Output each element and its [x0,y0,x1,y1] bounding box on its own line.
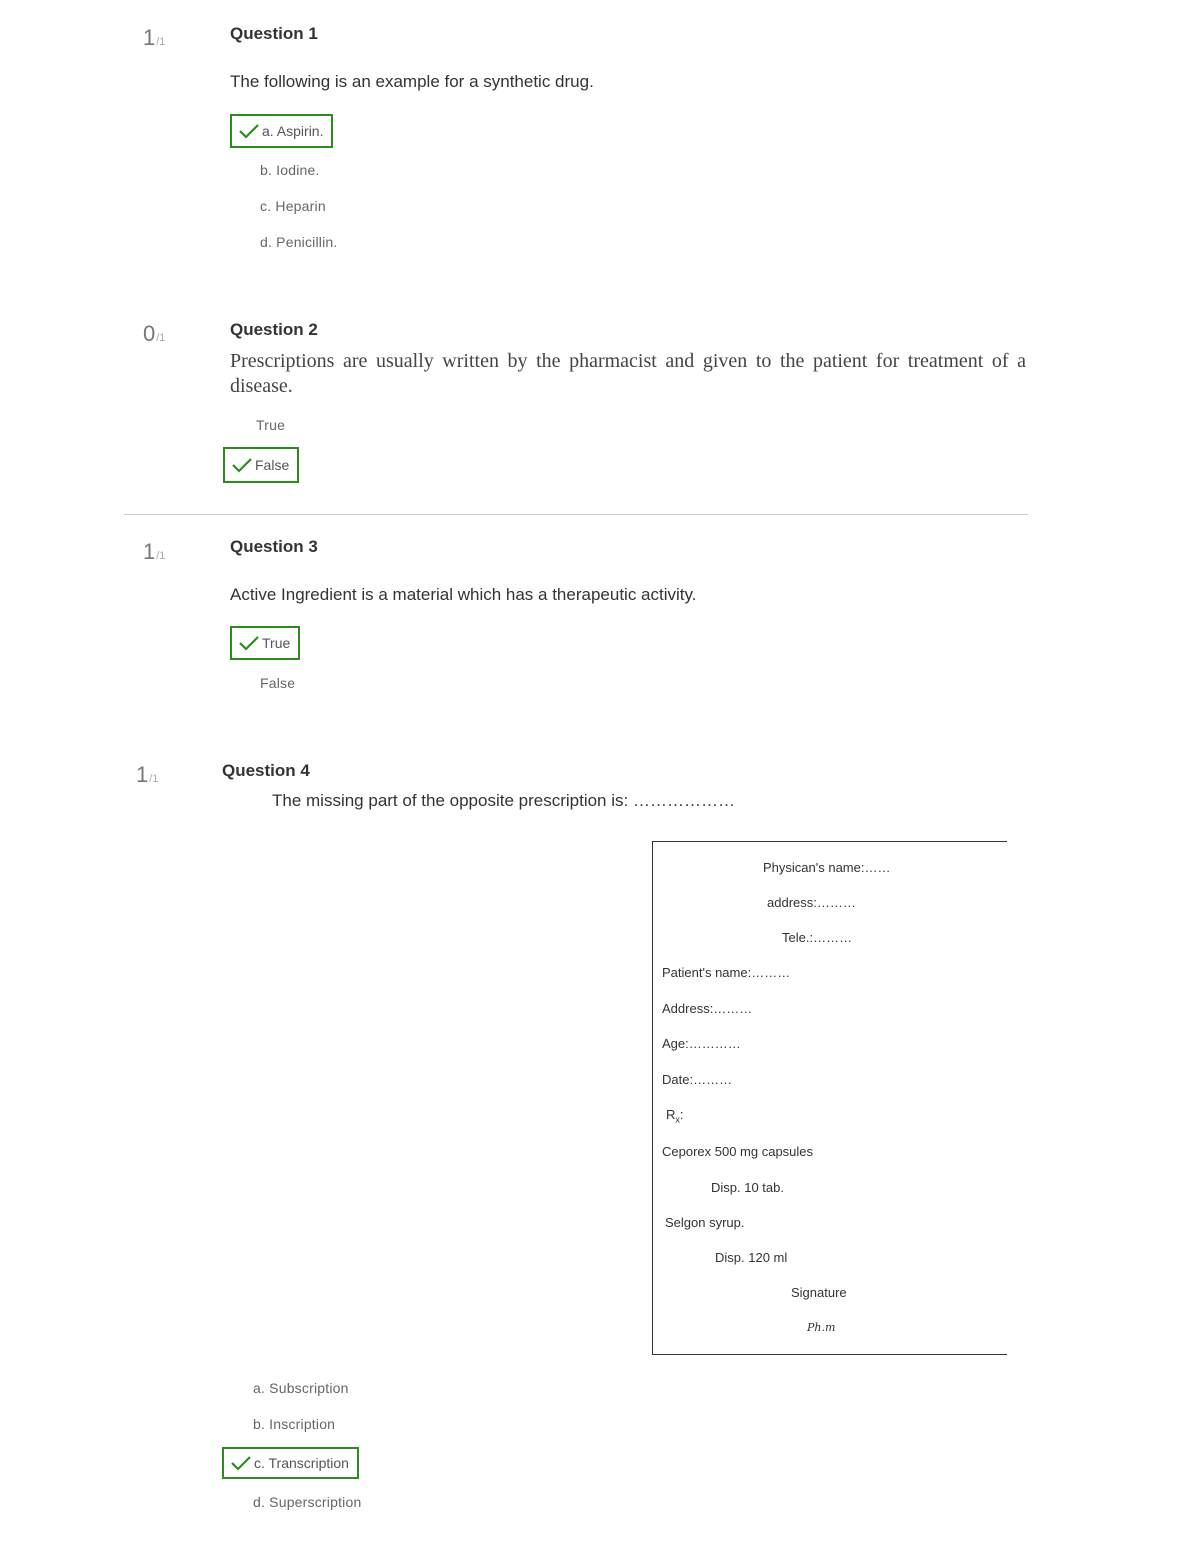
question-1-score: 1/1 [143,25,166,50]
check-icon [238,634,260,652]
question-1-text: The following is an example for a synthetic drug. [230,72,594,91]
question-1-title: Question 1 [230,24,318,43]
check-icon [230,1454,252,1472]
rx-drug-2: Selgon syrup. [665,1215,745,1230]
question-3-text: Active Ingredient is a material which has a therapeutic activity. [230,585,697,604]
question-1-option-a[interactable]: a. Aspirin. [230,114,333,148]
question-2-score: 0/1 [143,321,166,346]
question-1-option-c[interactable]: c. Heparin [260,198,326,214]
check-icon [238,122,260,140]
question-4-option-a[interactable]: a. Subscription [253,1380,349,1396]
question-4-title: Question 4 [222,761,310,780]
question-2-title: Question 2 [230,320,318,339]
question-3-option-false[interactable]: False [260,675,296,691]
rx-disp-2: Disp. 120 ml [715,1250,788,1265]
question-3-score: 1/1 [143,539,166,564]
rx-tele: Tele.:……… [782,930,853,945]
question-4-score: 1/1 [136,762,159,787]
question-1-option-d[interactable]: d. Penicillin. [260,234,338,250]
check-icon [231,456,253,474]
question-3-option-true[interactable]: True [230,626,300,660]
rx-signature-mark: Ph.m [807,1321,836,1334]
question-2-option-false[interactable]: False [223,447,299,483]
prescription-image [652,841,1007,1355]
question-4-option-b[interactable]: b. Inscription [253,1416,336,1432]
rx-disp-1: Disp. 10 tab. [711,1180,784,1195]
question-1-option-b[interactable]: b. Iodine. [260,162,320,178]
question-3-title: Question 3 [230,537,318,556]
rx-date: Date:……… [662,1072,733,1087]
rx-patient-name: Patient's name:……… [662,965,791,980]
question-divider [124,514,1028,515]
rx-age: Age:………… [662,1036,741,1051]
question-2-option-true[interactable]: True [256,417,286,433]
question-4-option-d[interactable]: d. Superscription [253,1494,362,1510]
question-2-text: Prescriptions are usually written by the pharmacist and given to the patient for treatment of a disease. [230,350,1026,397]
rx-symbol: $R_x$: [666,1107,684,1125]
rx-physician: Physican's name:…… [763,860,891,875]
rx-patient-address: Address:……… [662,1001,753,1016]
question-4-text: The missing part of the opposite prescription is: ……………… [272,791,735,810]
question-4-option-c[interactable]: c. Transcription [222,1447,359,1479]
rx-signature: Signature [791,1285,847,1300]
rx-drug-1: Ceporex 500 mg capsules [662,1144,814,1159]
rx-address: address:……… [767,895,856,910]
